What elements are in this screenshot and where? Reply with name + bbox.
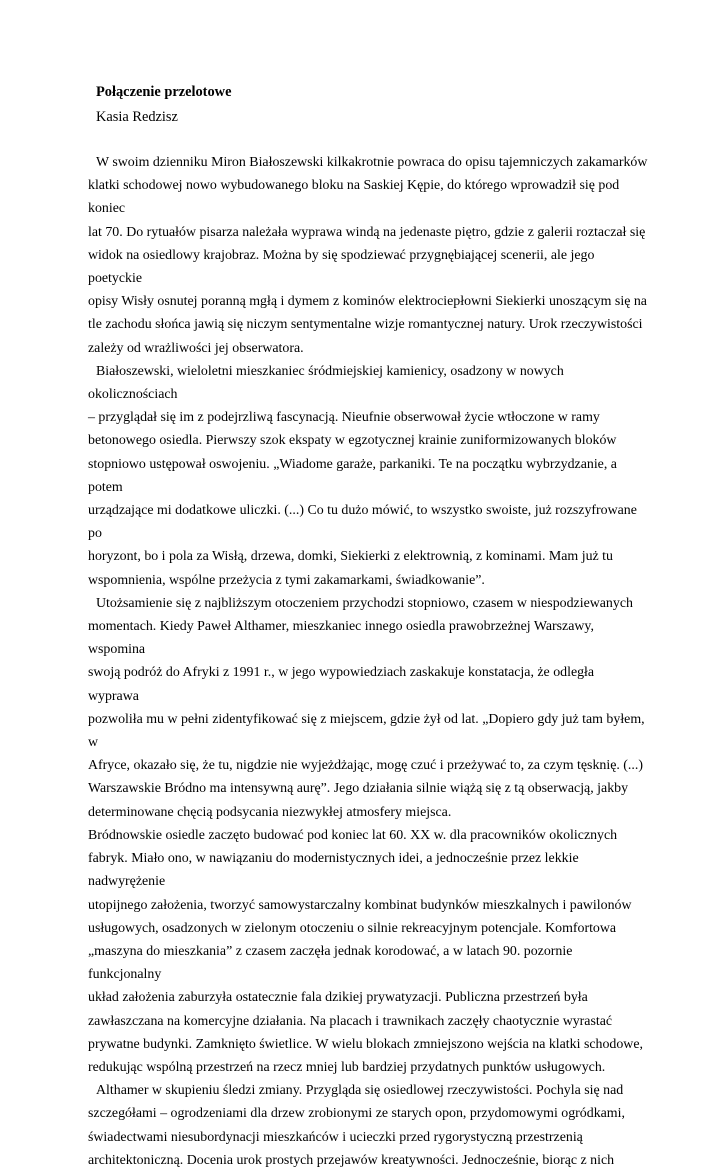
paragraph: Bródnowskie osiedle zaczęto budować pod koniec lat 60. XX w. dla pracowników okolicznych fabryk. Miało ono, w nawiązaniu do modernistycznych idei, a jednocześnie przez lekkie nadwyrężenie utopijnego założenia, tworzyć samowystarczalny kombinat budynków mieszkalnych i pawilonów usługowych, osadzonych w zielonym otoczeniu o silnie rekreacyjnym potencjale. Komfortowa „maszyna do mieszkania” z czasem zaczęła jednak korodować, a w latach 90. pozornie funkcjonalny układ założenia zaburzyła ostatecznie fala dzikiej prywatyzacji. Publiczna przestrzeń była zawłaszczana na komercyjne działania. Na placach i trawnikach zaczęły chaotycznie wyrastać prywatne budynki. Zamknięto świetlice. W wielu blokach zmniejszono wejścia na klatki schodowe, redukując wspólną przestrzeń na rzecz mniej lub bardziej przydatnych punktów usługowych. [88,827,643,1075]
document-page [88,81,648,1172]
document-body [88,151,648,1172]
paragraph: Białoszewski, wieloletni mieszkaniec śródmiejskiej kamienicy, osadzony w nowych okolicznościach – przyglądał się im z podejrzliwą fascynacją. Nieufnie obserwował życie wtłoczone w ramy betonowego osiedla. Pierwszy szok ekspaty w egzotycznej krainie zuniformizowanych bloków stopniowo ustępował oswojeniu. „Wiadome garaże, parkaniki. Te na początku wybrzydzanie, a potem urządzające mi dodatkowe uliczki. (...) Co tu dużo mówić, to wszystko swoiste, już rozszyfrowane po horyzont, bo i pola za Wisłą, drzewa, domki, Siekierki z elektrownią, z kominami. Mam już tu wspomnienia, wspólne przeżycia z tymi zakamarkami, świadkowanie”. [88,363,637,588]
paragraph: Althamer w skupieniu śledzi zmiany. Przygląda się osiedlowej rzeczywistości. Pochyla się nad szczegółami – ogrodzeniami dla drzew zrobionymi ze starych opon, przydomowymi ogródkami, świadectwami niesubordynacji mieszkańców i ucieczki przed rygorystyczną przestrzenią architektoniczną. Docenia urok prostych przejawów kreatywności. Jednocześnie, biorąc z nich [88,1083,625,1168]
paragraph: W swoim dzienniku Miron Białoszewski kilkakrotnie powraca do opisu tajemniczych zakamarków klatki schodowej nowo wybudowanego bloku na Saskiej Kępie, do którego wprowadził się pod koniec lat 70. Do rytuałów pisarza należała wyprawa windą na jedenaste piętro, gdzie z galerii roztaczał się widok na osiedlowy krajobraz. Można by się spodziewać przygnębiającej scenerii, ale jego poetyckie opisy Wisły osnutej poranną mgłą i dymem z kominów elektrociepłowni Siekierki unoszącym się na tle zachodu słońca jawią się niczym sentymentalne wizje romantycznej natury. Urok rzeczywistości zależy od wrażliwości jej obserwatora. [88,155,648,356]
paragraph: Utożsamienie się z najbliższym otoczeniem przychodzi stopniowo, czasem w niespodziewanych momentach. Kiedy Paweł Althamer, mieszkaniec innego osiedla prawobrzeżnej Warszawy, wspomina swoją podróż do Afryki z 1991 r., w jego wypowiedziach zaskakuje konstatacja, że odległa wyprawa pozwoliła mu w pełni zidentyfikować się z miejscem, gdzie żył od lat. „Dopiero gdy już tam byłem, w Afryce, okazało się, że tu, nigdzie nie wyjeżdżając, mogę czuć i przeżywać to, za czym tęsknię. (...) Warszawskie Bródno ma intensywną aurę”. Jego działania silnie wiążą się z tą obserwacją, jakby determinowane chęcią podsycania niezwykłej atmosfery miejsca. [88,595,645,820]
document-author: Kasia Redzisz [96,109,178,125]
document-title: Połączenie przelotowe [96,84,232,100]
